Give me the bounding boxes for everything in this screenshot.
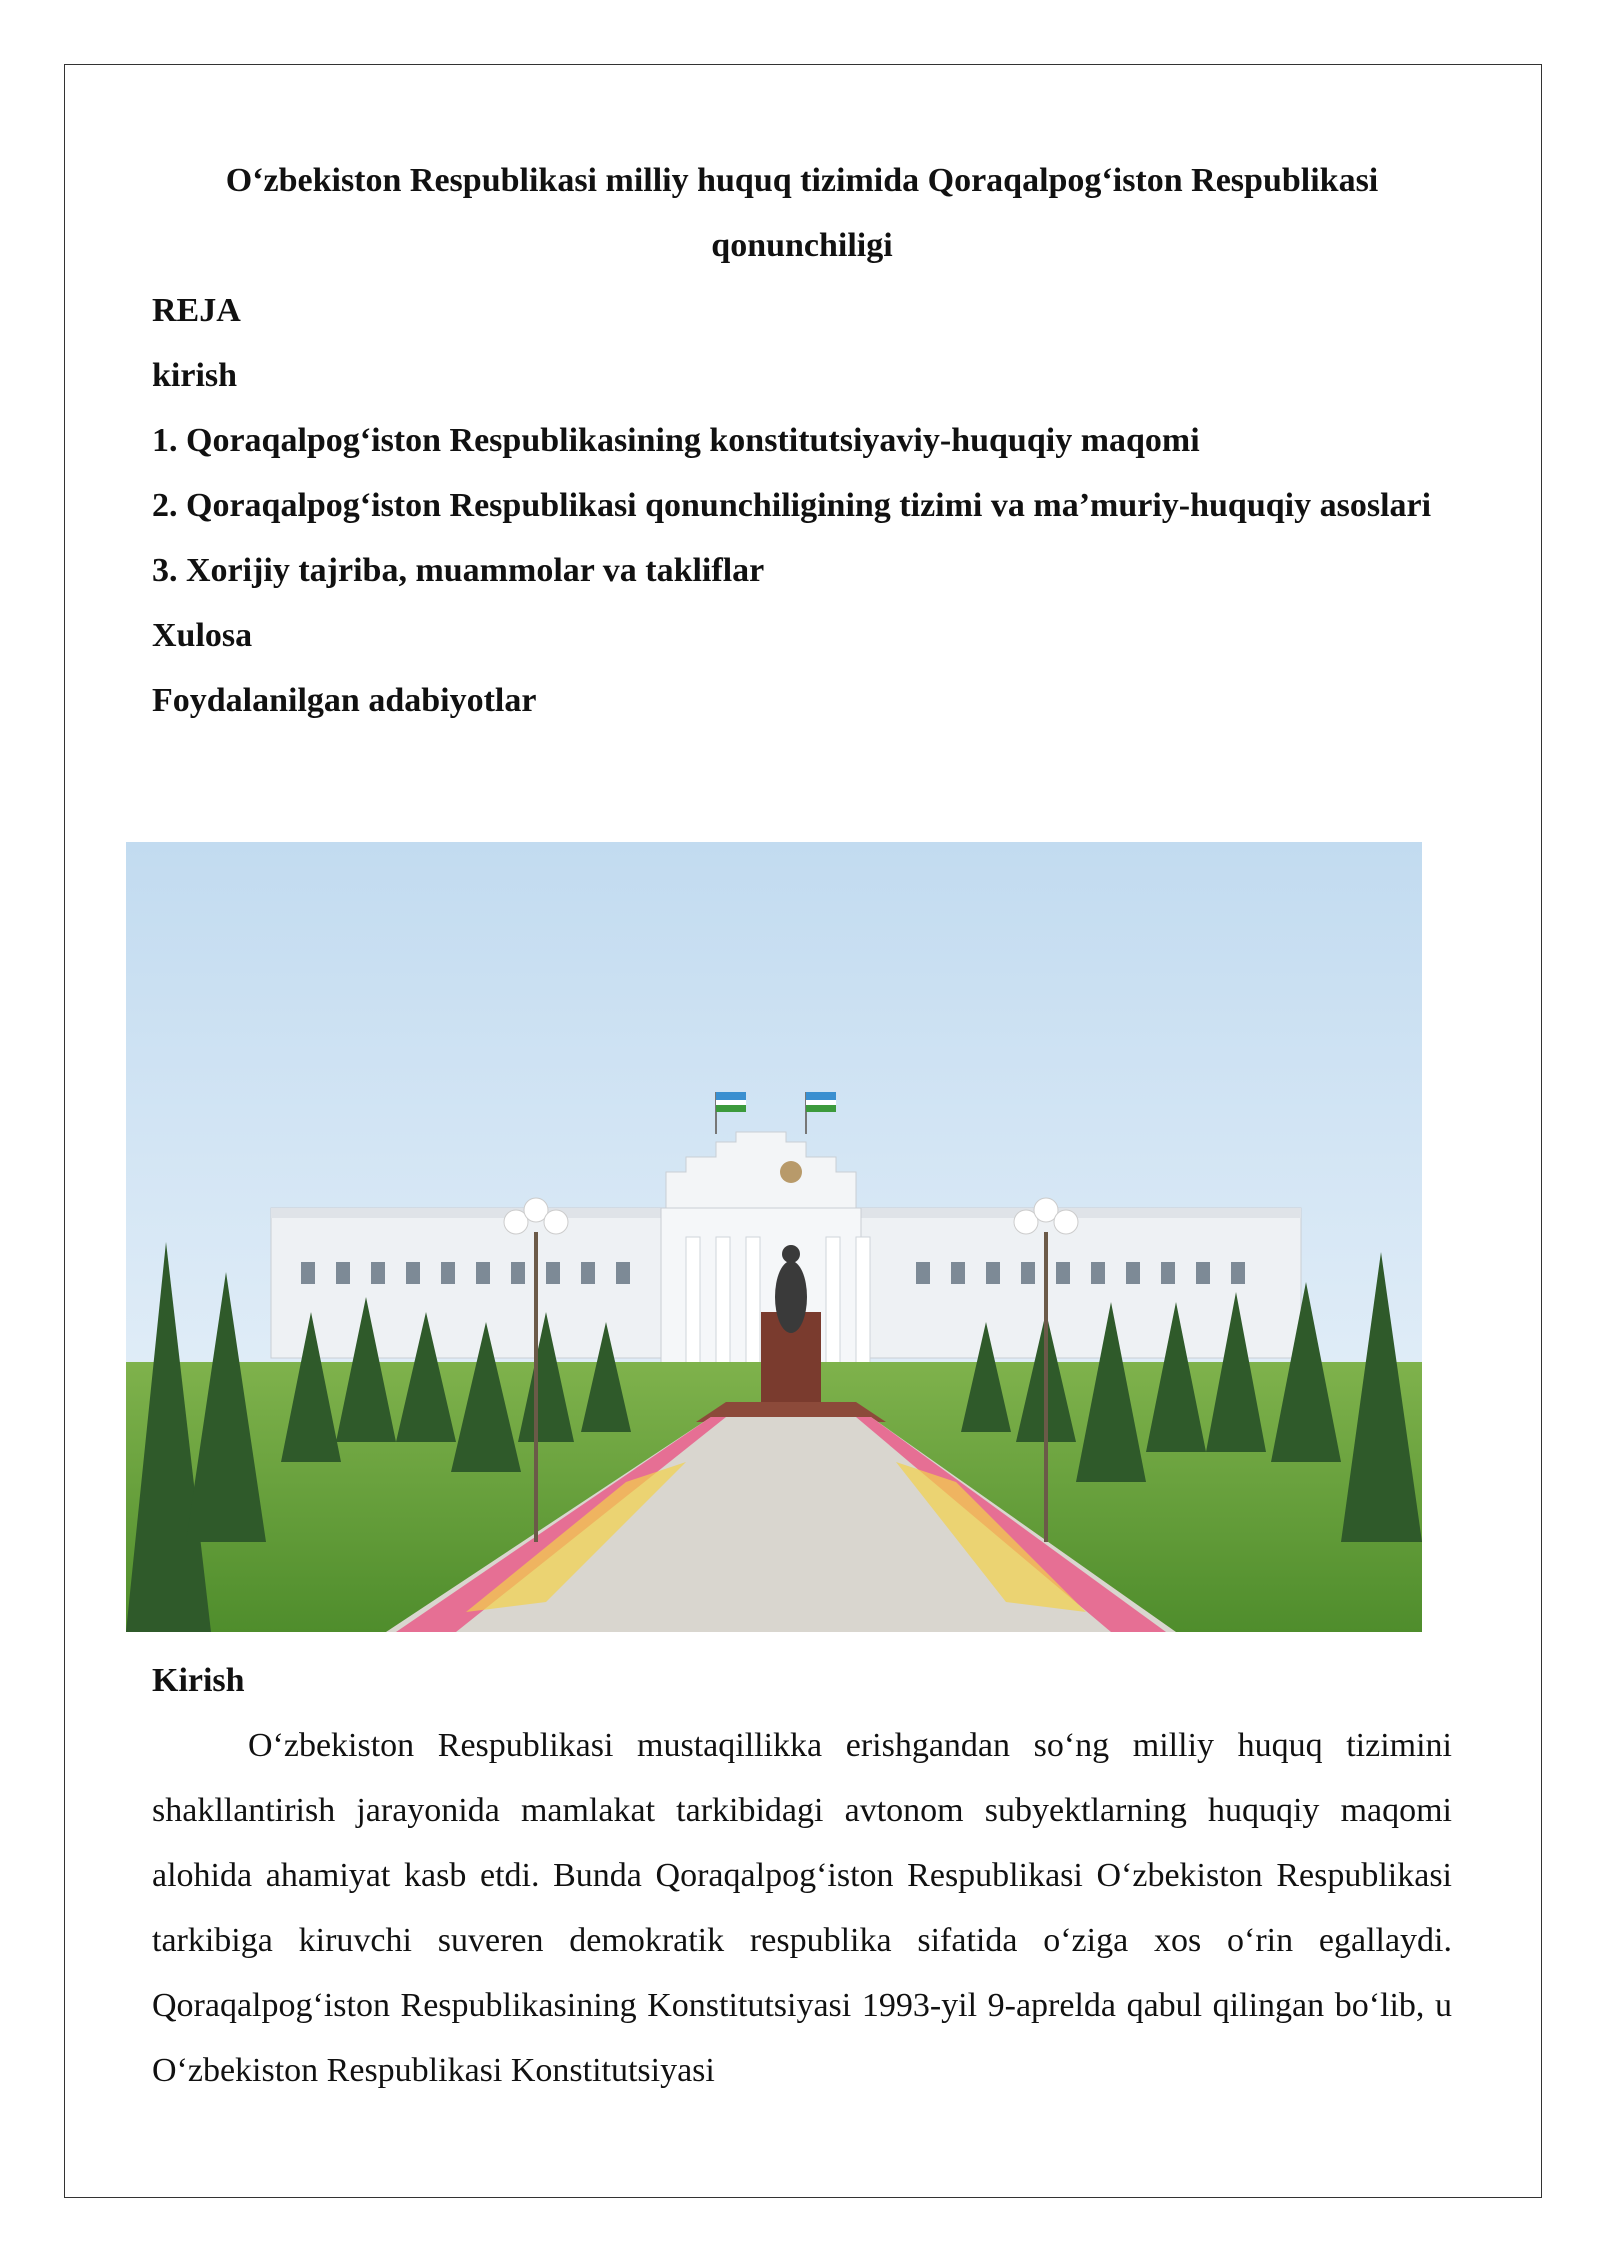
intro-heading: Kirish <box>152 1662 245 1699</box>
intro-section <box>152 1648 1452 2103</box>
document-title: O‘zbekiston Respublikasi milliy huquq tizimida Qoraqalpog‘iston Respublikasi qonunchiligi <box>225 162 1379 264</box>
plan-item: 1. Qoraqalpog‘iston Respublikasining konstitutsiyaviy-huquqiy maqomi <box>152 422 1200 459</box>
plan-item: kirish <box>152 357 238 394</box>
intro-paragraph: O‘zbekiston Respublikasi mustaqillikka erishgandan so‘ng milliy huquq tizimini shakllantirish jarayonida mamlakat tarkibidagi avtonom subyektlarning huquqiy maqomi alohida ahamiyat kasb etdi. Bunda Qoraqalpog‘iston Respublikasi O‘zbekiston Respublikasi tarkibiga kiruvchi suveren demokratik respublika sifatida o‘ziga xos o‘rin egallaydi. Qoraqalpog‘iston Respublikasining Konstitutsiyasi 1993-yil 9-aprelda qabul qilingan bo‘lib, u O‘zbekiston Respublikasi Konstitutsiyasi <box>152 1727 1452 2089</box>
plan-heading: REJA <box>152 292 241 329</box>
plan-item: 2. Qoraqalpog‘iston Respublikasi qonunchiligining tizimi va ma’muriy-huquqiy asoslari <box>152 487 1432 524</box>
plan-item: Foydalanilgan adabiyotlar <box>152 682 537 719</box>
plan-list <box>152 278 1452 733</box>
plan-item: Xulosa <box>152 617 253 654</box>
plan-item: 3. Xorijiy tajriba, muammolar va takliflar <box>152 552 765 589</box>
government-building-photo <box>126 842 1422 1632</box>
document-header <box>152 148 1452 733</box>
